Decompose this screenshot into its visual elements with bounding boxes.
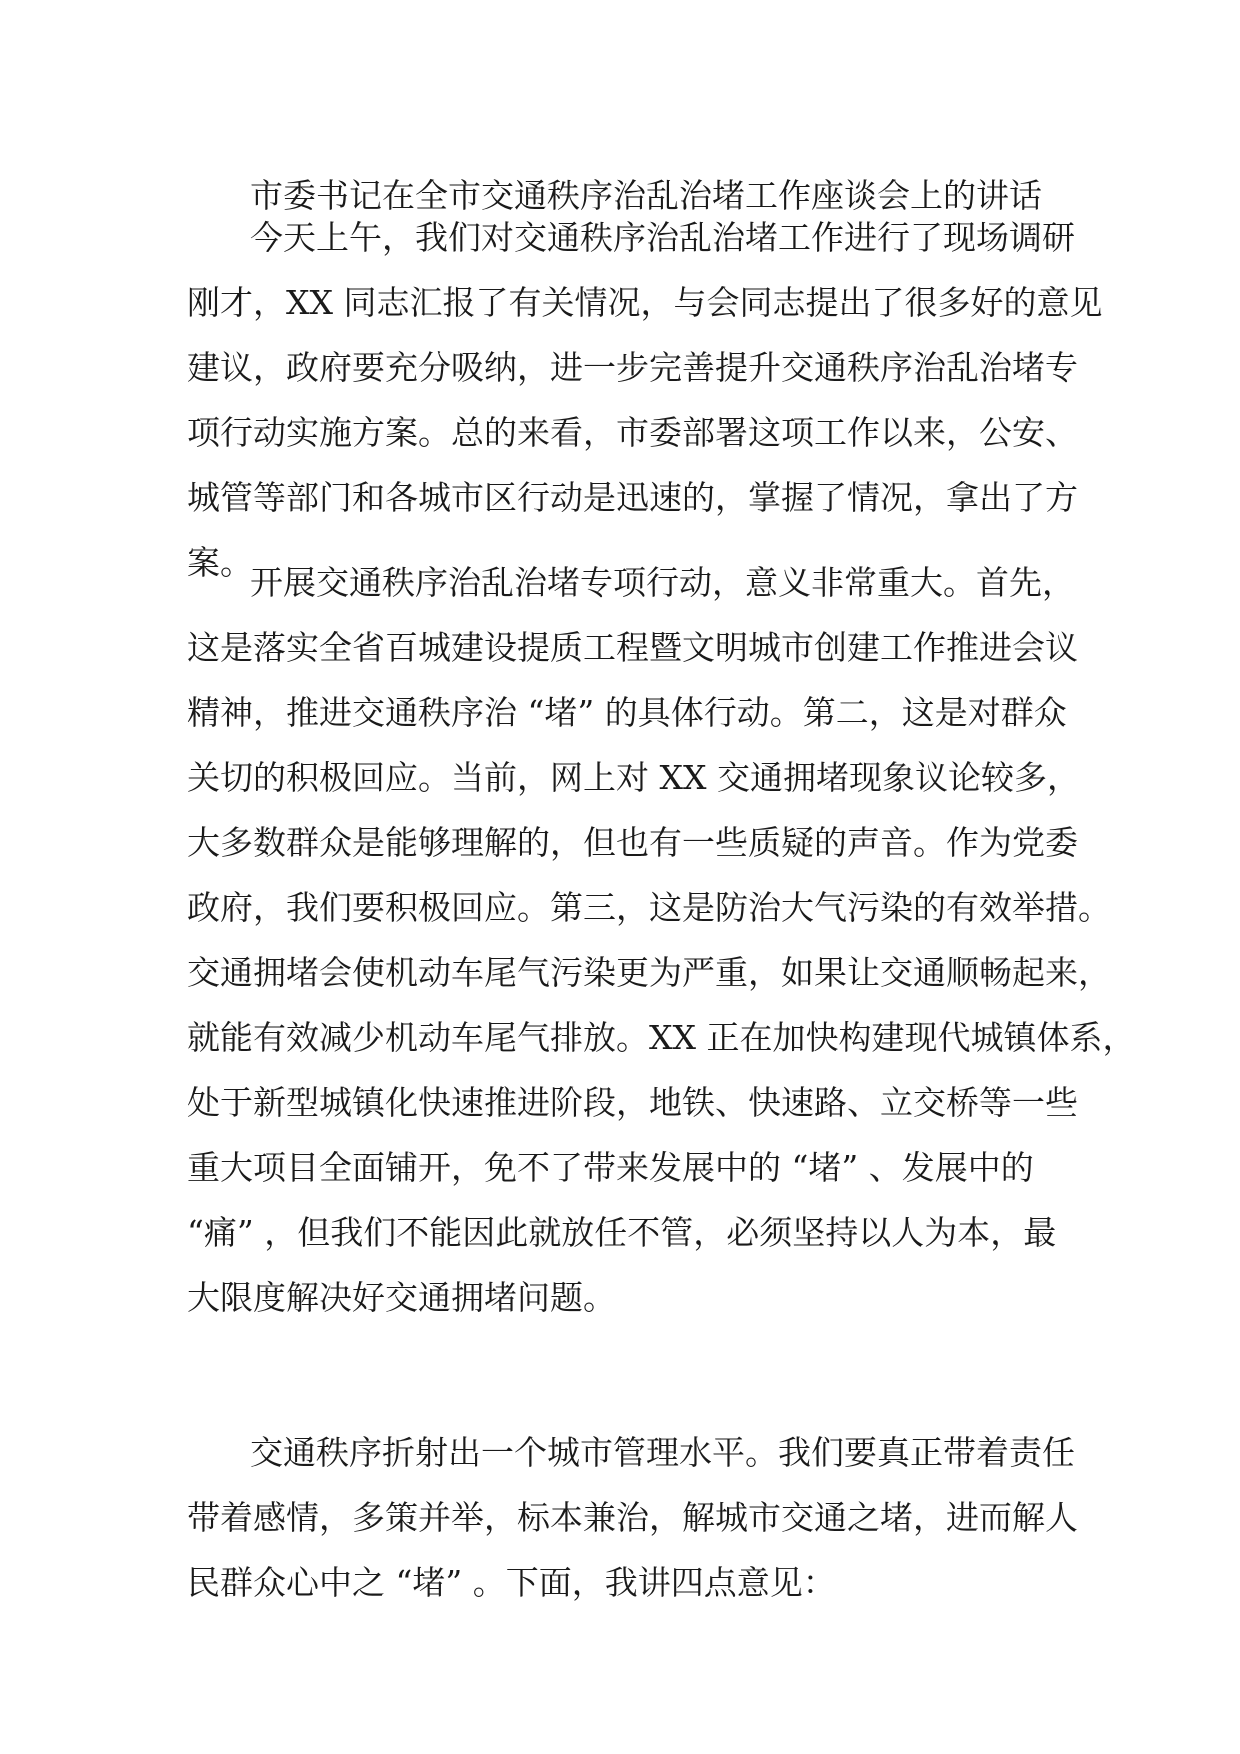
paragraph-line: 关切的积极回应。当前，网上对 XX 交通拥堵现象议论较多， <box>187 758 1080 797</box>
paragraph-line: 案。 <box>187 543 253 582</box>
paragraph-line: 交通拥堵会使机动车尾气污染更为严重，如果让交通顺畅起来， <box>187 953 1111 992</box>
paragraph-line: 就能有效减少机动车尾气排放。XX 正在加快构建现代城镇体系， <box>187 1018 1136 1057</box>
paragraph-line: 开展交通秩序治乱治堵专项行动，意义非常重大。首先， <box>250 563 1075 602</box>
paragraph-line: 项行动实施方案。总的来看，市委部署这项工作以来，公安、 <box>187 413 1078 452</box>
document-title: 市委书记在全市交通秩序治乱治堵工作座谈会上的讲话 <box>250 176 1042 215</box>
paragraph-line: 大限度解决好交通拥堵问题。 <box>187 1278 616 1317</box>
paragraph-line: 民群众心中之 “堵” 。下面，我讲四点意见： <box>187 1563 836 1602</box>
paragraph-line: 处于新型城镇化快速推进阶段，地铁、快速路、立交桥等一些 <box>187 1083 1078 1122</box>
paragraph-line: 重大项目全面铺开，免不了带来发展中的 “堵” 、发展中的 <box>187 1148 1034 1187</box>
paragraph-1 <box>187 205 1103 595</box>
paragraph-3 <box>187 1420 1077 1615</box>
paragraph-line: 带着感情，多策并举，标本兼治，解城市交通之堵，进而解人 <box>187 1498 1078 1537</box>
paragraph-line: 政府，我们要积极回应。第三，这是防治大气污染的有效举措。 <box>187 888 1111 927</box>
paragraph-line: 精神，推进交通秩序治 “堵” 的具体行动。第二，这是对群众 <box>187 693 1067 732</box>
paragraph-line: 城管等部门和各城市区行动是迅速的，掌握了情况，拿出了方 <box>187 478 1078 517</box>
paragraph-line: 这是落实全省百城建设提质工程暨文明城市创建工作推进会议 <box>187 628 1078 667</box>
paragraph-line: “痛” ，但我们不能因此就放任不管，必须坚持以人为本，最 <box>187 1213 1057 1252</box>
paragraph-line: 刚才，XX 同志汇报了有关情况，与会同志提出了很多好的意见 <box>187 283 1103 322</box>
paragraph-line: 大多数群众是能够理解的，但也有一些质疑的声音。作为党委 <box>187 823 1078 862</box>
paragraph-line: 今天上午，我们对交通秩序治乱治堵工作进行了现场调研 <box>250 218 1075 257</box>
paragraph-line: 交通秩序折射出一个城市管理水平。我们要真正带着责任 <box>250 1433 1075 1472</box>
paragraph-line: 建议，政府要充分吸纳，进一步完善提升交通秩序治乱治堵专 <box>187 348 1078 387</box>
paragraph-2 <box>187 550 1136 1330</box>
